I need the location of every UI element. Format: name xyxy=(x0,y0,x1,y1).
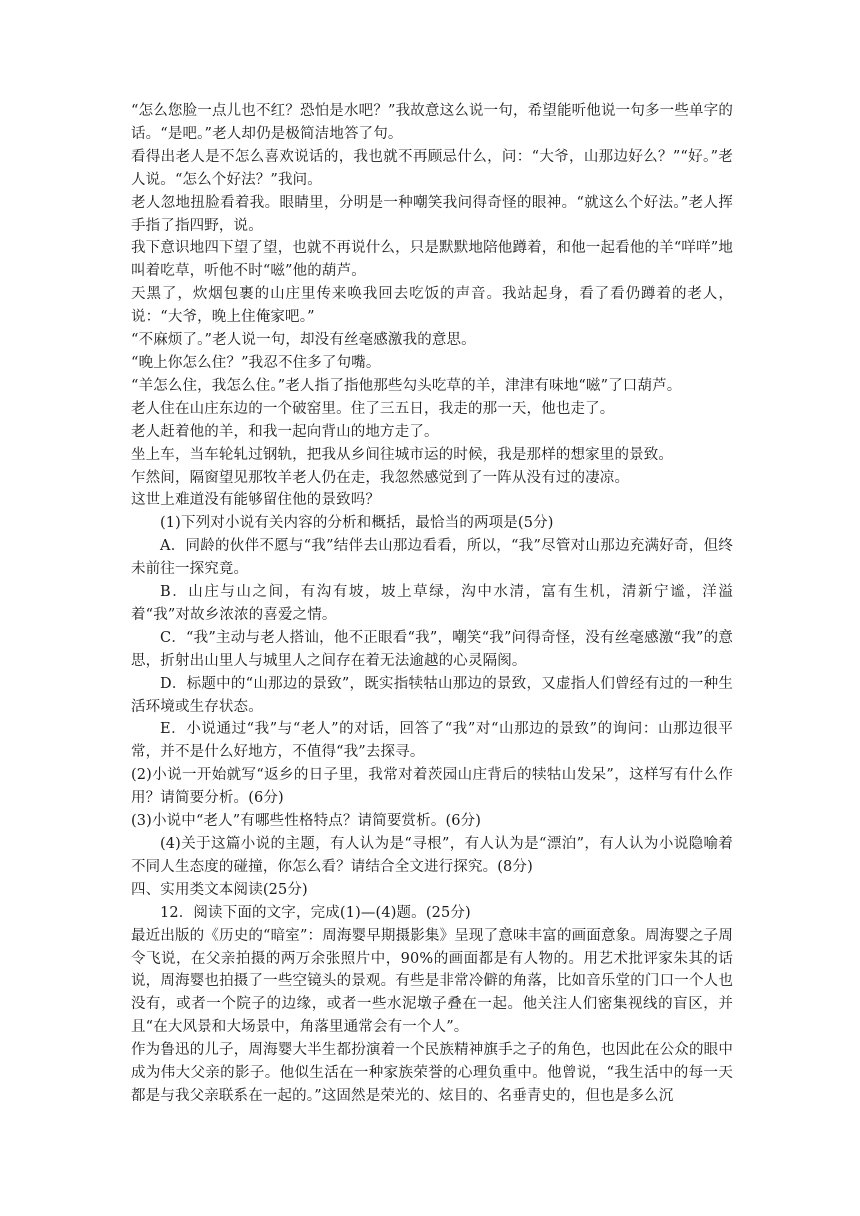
paragraph: (3)小说中“老人”有哪些性格特点？请简要赏析。(6分) xyxy=(131,813,482,830)
paragraph: (1)下列对小说有关内容的分析和概括，最恰当的两项是(5分) xyxy=(160,515,554,532)
paragraph: 12．阅读下面的文字，完成(1)—(4)题。(25分) xyxy=(160,904,471,921)
paragraph: “不麻烦了。”老人说一句，却没有丝毫感激我的意思。 xyxy=(131,332,476,349)
paragraph: 最近出版的《历史的“暗室”：周海婴早期摄影集》呈现了意味丰富的画面意象。周海婴之子周令飞说，在父亲拍摄的两万余张照片中，90%的画面都是有人物的。用艺术批评家朱其的话说，周海婴也拍摄了一些空镜头的景观。有些是非常冷僻的角落，比如音乐堂的门口一个人也没有，或者一个院子的边缘，或者一些水泥墩子叠在一起。他关注人们密集视线的盲区，并且“在大风景和大场景中，角落里通常会有一个人”。 xyxy=(131,927,733,1036)
paragraph: 老人住在山庄东边的一个破窑里。住了三五日，我走的那一天，他也走了。 xyxy=(131,400,615,417)
paragraph: A．同龄的伙伴不愿与“我”结伴去山那边看看，所以，“我”尽管对山那边充满好奇，但终未前往一探究竟。 xyxy=(131,538,733,578)
paragraph: B．山庄与山之间，有沟有坡，坡上草绿，沟中水清，富有生机，清新宁谧，洋溢着“我”对故乡浓浓的喜爱之情。 xyxy=(131,584,733,623)
paragraph: “晚上你怎么住？”我忍不住多了句嘴。 xyxy=(131,354,381,371)
paragraph: 作为鲁迅的儿子，周海婴大半生都扮演着一个民族精神旗手之子的角色，也因此在公众的眼中成为伟大父亲的影子。他似生活在一种家族荣誉的心理负重中。他曾说，“我生活中的每一天都是与我父亲联系在一起的。”这固然是荣光的、炫目的、名垂青史的，但也是多么沉 xyxy=(131,1042,733,1104)
paragraph: (4)关于这篇小说的主题，有人认为是“寻根”，有人认为是“漂泊”，有人认为小说隐喻着不同人生态度的碰撞，你怎么看？请结合全文进行探究。(8分) xyxy=(131,836,733,875)
paragraph: 我下意识地四下望了望，也就不再说什么，只是默默地陪他蹲着，和他一起看他的羊“咩咩”地叫着吃草，听他不时“嗞”他的葫芦。 xyxy=(131,240,733,280)
document-body xyxy=(131,100,733,1108)
paragraph: (2)小说一开始就写“返乡的日子里，我常对着茨园山庄背后的犊牯山发呆”，这样写有什么作用？请简要分析。(6分) xyxy=(131,767,733,807)
paragraph: 四、实用类文本阅读(25分) xyxy=(131,881,308,898)
paragraph: 这世上难道没有能够留住他的景致吗？ xyxy=(131,492,381,509)
paragraph: D．标题中的“山那边的景致”，既实指犊牯山那边的景致，又虚指人们曾经有过的一种生活环境或生存状态。 xyxy=(131,675,733,715)
paragraph: “羊怎么住，我怎么住。”老人指了指他那些勾头吃草的羊，津津有味地“嗞”了口葫芦。 xyxy=(131,377,682,394)
paragraph: 老人忽地扭脸看着我。眼睛里，分明是一种嘲笑我问得奇怪的眼神。“就这么个好法。”老人挥手指了指四野，说。 xyxy=(131,194,733,234)
paragraph: C．“我”主动与老人搭讪，他不正眼看“我”，嘲笑“我”问得奇怪，没有丝毫感激“我”的意思，折射出山里人与城里人之间存在着无法逾越的心灵隔阂。 xyxy=(131,629,733,669)
paragraph: E．小说通过“我”与“老人”的对话，回答了“我”对“山那边的景致”的询问：山那边很平常，并不是什么好地方，不值得“我”去探寻。 xyxy=(131,721,733,761)
paragraph: 乍然间，隔窗望见那牧羊老人仍在走，我忽然感觉到了一阵从没有过的凄凉。 xyxy=(131,469,630,486)
paragraph: 天黑了，炊烟包裹的山庄里传来唤我回去吃饭的声音。我站起身，看了看仍蹲着的老人，说：“大爷，晚上住俺家吧。” xyxy=(131,286,733,326)
paragraph: “怎么您脸一点儿也不红？恐怕是水吧？”我故意这么说一句，希望能听他说一句多一些单字的话。“是吧。”老人却仍是极简洁地答了句。 xyxy=(131,103,733,142)
paragraph: 老人赶着他的羊，和我一起向背山的地方走了。 xyxy=(131,423,439,440)
paragraph: 坐上车，当车轮轧过钢轨，把我从乡间往城市运的时候，我是那样的想家里的景致。 xyxy=(131,446,674,463)
paragraph: 看得出老人是不怎么喜欢说话的，我也就不再顾忌什么，问：“大爷，山那边好么？”“好。”老人说。“怎么个好法？”我问。 xyxy=(131,148,733,188)
